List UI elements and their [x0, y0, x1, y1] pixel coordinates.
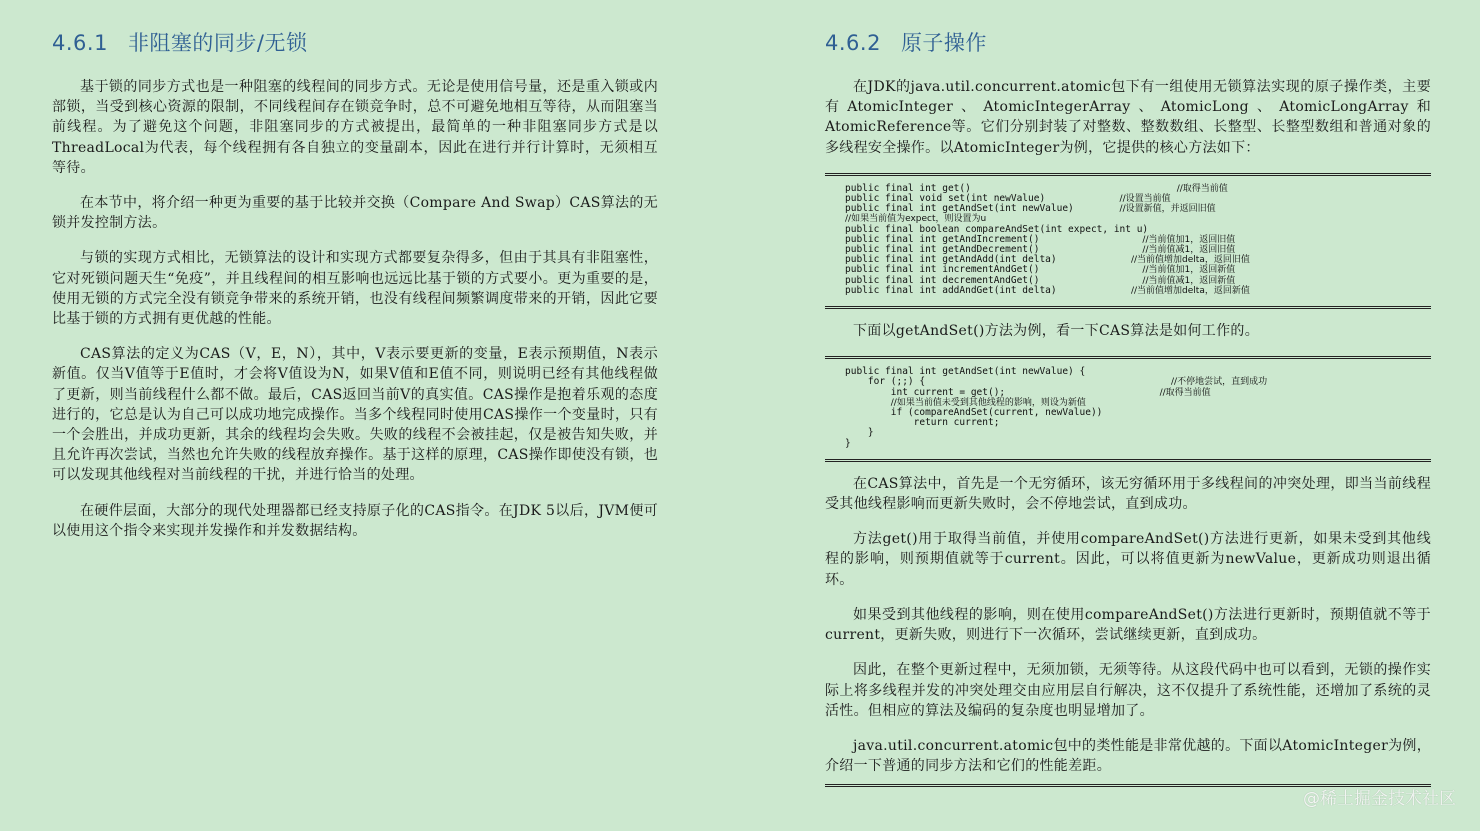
paragraph: 与锁的实现方式相比，无锁算法的设计和实现方式都要复杂得多，但由于其具有非阻塞性，它对死锁问题天生“免疫”，并且线程间的相互影响也远远比基于锁的方式要小。更为重要的是，使用无锁的方式完全没有锁竞争带来的系统开销，也没有线程间频繁调度带来的开销，因此它要比基于锁的方式拥有更优越的性能。 [52, 250, 658, 328]
intro-paragraph: 在JDK的java.util.concurrent.atomic包下有一组使用无锁算法实现的原子操作类，主要有AtomicInteger、AtomicIntegerArray、AtomicLong、AtomicLongArray和AtomicReference等。它们分别封装了对整数、整数数组、长整型、长整型数组和普通对象的多线程安全操作。以AtomicInteger为例，它提供的核心方法如下： [825, 79, 1431, 156]
code-text: public final boolean compareAndSet(int expect, int u) [845, 223, 1149, 235]
section-title: 原子操作 [900, 31, 987, 55]
code-comment: //当前值增加delta，返回新值 [1130, 285, 1250, 296]
code-comment: //当前值减1，返回旧值 [1142, 245, 1236, 256]
paragraph: 下面以getAndSet()方法为例，看一下CAS算法是如何工作的。 [853, 323, 1259, 340]
code-comment: //当前值减1，返回新值 [1142, 275, 1236, 286]
section-number: 4.6.1 [52, 31, 108, 55]
code-line [845, 438, 851, 449]
code-text: public final int incrementAndGet() [845, 264, 1143, 276]
code-comment: //不停地尝试，直到成功 [1171, 377, 1268, 388]
right-body [825, 77, 1431, 791]
code-comment: //当前值加1，返回旧值 [1142, 234, 1236, 245]
section-title: 非阻塞的同步/无锁 [127, 31, 308, 55]
paragraph: 如果受到其他线程的影响，则在使用compareAndSet()方法进行更新时，预期值就不等于current，更新失败，则进行下一次循环，尝试继续更新，直到成功。 [825, 606, 1431, 644]
code-comment: //取得当前值 [1159, 387, 1211, 398]
code-comment: //取得当前值 [1176, 183, 1228, 194]
paragraph: 因此，在整个更新过程中，无须加锁，无须等待。从这段代码中也可以看到，无锁的操作实际上将多线程并发的冲突处理交由应用层自行解决，这不仅提升了系统性能，还增加了系统的灵活性。但相应的算法及编码的复杂度也明显增加了。 [825, 662, 1431, 719]
code-text: public final int getAndDecrement() [845, 244, 1143, 256]
code-text: } [845, 437, 851, 449]
code-text: public final int getAndAdd(int delta) [845, 254, 1131, 266]
paragraph: java.util.concurrent.atomic包中的类性能是非常优越的。下面以AtomicInteger为例，介绍一下普通的同步方法和它们的性能差距。 [825, 737, 1431, 775]
code-text: int current = get(); [845, 386, 1160, 398]
code-text: return current; [845, 417, 1000, 429]
paragraph: 在CAS算法中，首先是一个无穷循环，该无穷循环用于多线程间的冲突处理，即当当前线程受其他线程影响而更新失败时，会不停地尝试，直到成功。 [825, 475, 1431, 513]
code-text: public final int decrementAndGet() [845, 274, 1143, 286]
code-comment: //当前值增加delta，返回旧值 [1130, 255, 1250, 266]
code-text: public final void set(int newValue) [845, 193, 1120, 205]
watermark: @稀土掘金技术社区 [1303, 789, 1456, 809]
code-comment: //当前值加1，返回新值 [1142, 265, 1236, 276]
code-listing [845, 184, 1431, 296]
code-text: public final int get() [845, 182, 1177, 194]
code-comment: //设置新值，并返回旧值 [1119, 204, 1216, 215]
code-text: for (;;) { [845, 376, 1172, 388]
section-number: 4.6.2 [825, 31, 881, 55]
paragraph: 在本节中，将介绍一种更为重要的基于比较并交换（Compare And Swap）CAS算法的无锁并发控制方法。 [52, 195, 658, 232]
code-text: public final int getAndIncrement() [845, 233, 1143, 245]
code-text: if (compareAndSet(current, newValue)) [845, 407, 1103, 419]
code-text: } [845, 427, 874, 439]
code-line [845, 285, 1250, 296]
paragraph: CAS算法的定义为CAS（V，E，N），其中，V表示要更新的变量，E表示预期值，N表示新值。仅当V值等于E值时，才会将V值设为N，如果V值和E值不同，则说明已经有其他线程做了更新，则当前线程什么都不做。最后，CAS返回当前V的真实值。CAS操作是抱着乐观的态度进行的，它总是认为自己可以成功地完成操作。当多个线程同时使用CAS操作一个变量时，只有一个会胜出，并成功更新，其余的线程均会失败。失败的线程不会被挂起，仅是被告知失败，并且允许再次尝试，当然也允许失败的线程放弃操作。基于这样的原理，CAS操作即使没有锁，也可以发现其他线程对当前线程的干扰，并进行恰当的处理。 [52, 346, 658, 484]
section-heading-4-6-2 [825, 27, 987, 57]
paragraph: 基于锁的同步方式也是一种阻塞的线程间的同步方式。无论是使用信号量，还是重入锁或内部锁，当受到核心资源的限制，不同线程间存在锁竞争时，总不可避免地相互等待，从而阻塞当前线程。为了避免这个问题，非阻塞同步的方式被提出，最简单的一种非阻塞同步方式是以ThreadLocal为代表，每个线程拥有各自独立的变量副本，因此在进行并行计算时，无须相互等待。 [52, 79, 658, 176]
code-text: public final int getAndSet(int newValue) [845, 203, 1120, 215]
code-line [845, 387, 1211, 398]
code-comment: //如果当前值未受到其他线程的影响，则设为新值 [890, 397, 1086, 408]
left-body [52, 77, 658, 556]
code-comment: //设置当前值 [1119, 194, 1171, 205]
code-comment: //如果当前值为expect，则设置为u [845, 214, 987, 225]
code-text: public final int getAndSet(int newValue) { [845, 366, 1086, 378]
code-text: public final int addAndGet(int delta) [845, 284, 1131, 296]
code-block-methods [825, 173, 1431, 309]
code-block-getandset [825, 356, 1431, 462]
paragraph: 在硬件层面，大部分的现代处理器都已经支持原子化的CAS指令。在JDK 5以后，JVM便可以使用这个指令来实现并发操作和并发数据结构。 [52, 502, 658, 539]
paragraph: 方法get()用于取得当前值，并使用compareAndSet()方法进行更新，如果未受到其他线程的影响，则预期值就等于current。因此，可以将值更新为newValue，更新成功则退出循环。 [825, 531, 1431, 588]
code-listing [845, 367, 1431, 449]
section-heading-4-6-1 [52, 27, 308, 57]
